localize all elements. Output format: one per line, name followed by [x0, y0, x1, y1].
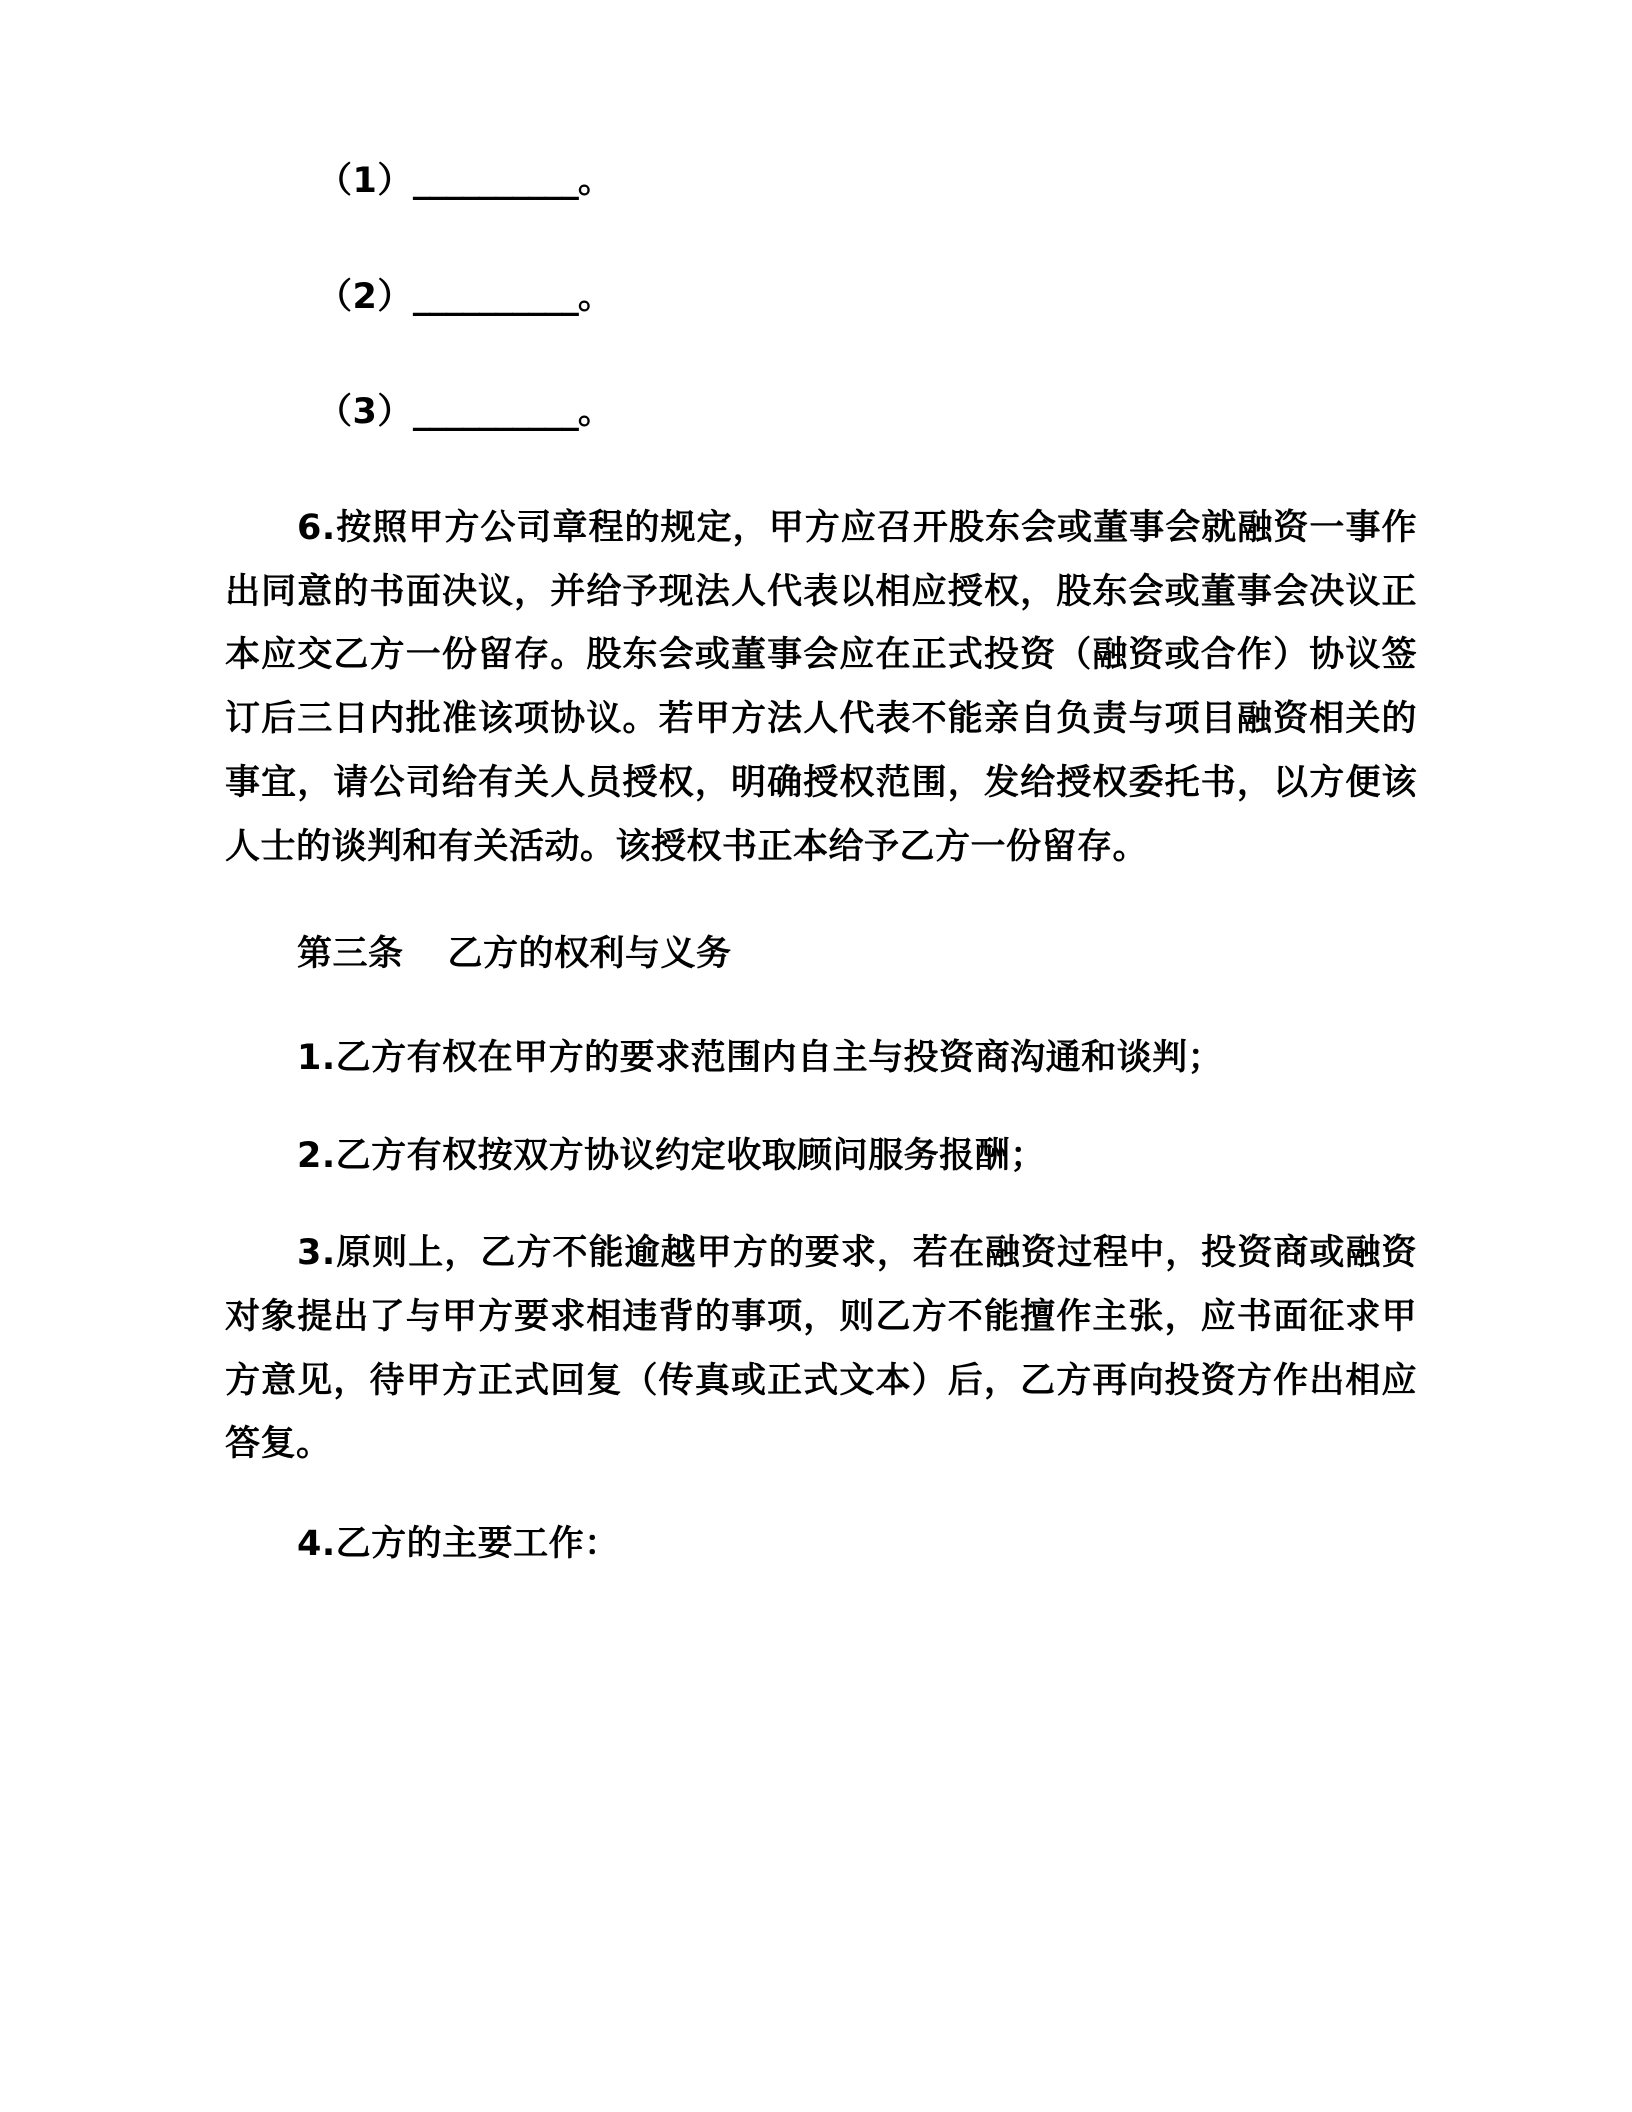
list-item [225, 150, 1417, 214]
list-item-number: （1） [317, 161, 413, 201]
list-item-blank: __________。 [412, 161, 612, 201]
spacer [225, 1499, 1417, 1513]
spacer [225, 1111, 1417, 1125]
paragraph-item-1: 1.乙方有权在甲方的要求范围内自主与投资商沟通和谈判； [297, 1037, 1224, 1078]
paragraph-clause-6: 6.按照甲方公司章程的规定，甲方应召开股东会或董事会就融资一事作出同意的书面决议，并给予现法人代表以相应授权，股东会或董事会决议正本应交乙方一份留存。股东会或董事会应在正式投资（融资或合作）协议签订后三日内批准该项协议。若甲方法人代表不能亲自负责与项目融资相关的事宜，请公司给有关人员授权，明确授权范围，发给授权委托书，以方便该人士的谈判和有关活动。该授权书正本给予乙方一份留存。 [225, 508, 1417, 867]
paragraph-item-3: 3.原则上，乙方不能逾越甲方的要求，若在融资过程中，投资商或融资对象提出了与甲方要求相违背的事项，则乙方不能擅作主张，应书面征求甲方意见，待甲方正式回复（传真或正式文本）后，乙方再向投资方作出相应答复。 [225, 1233, 1417, 1465]
paragraph-item-4: 4.乙方的主要工作： [297, 1524, 620, 1564]
spacer [225, 1013, 1417, 1027]
document-body [225, 150, 1417, 1577]
section-heading-label: 第三条 [297, 934, 404, 975]
list-item-blank: __________。 [412, 392, 612, 433]
spacer [225, 1208, 1417, 1222]
list-item [225, 381, 1417, 445]
list-item [225, 266, 1417, 330]
list-item-number: （2） [317, 276, 413, 317]
section-heading [225, 923, 1417, 987]
section-heading-title: 乙方的权利与义务 [447, 934, 732, 975]
paragraph-item-2: 2.乙方有权按双方协议约定收取顾问服务报酬； [297, 1135, 1046, 1176]
list-item-blank: __________。 [412, 276, 612, 317]
list-item-number: （3） [317, 392, 413, 433]
